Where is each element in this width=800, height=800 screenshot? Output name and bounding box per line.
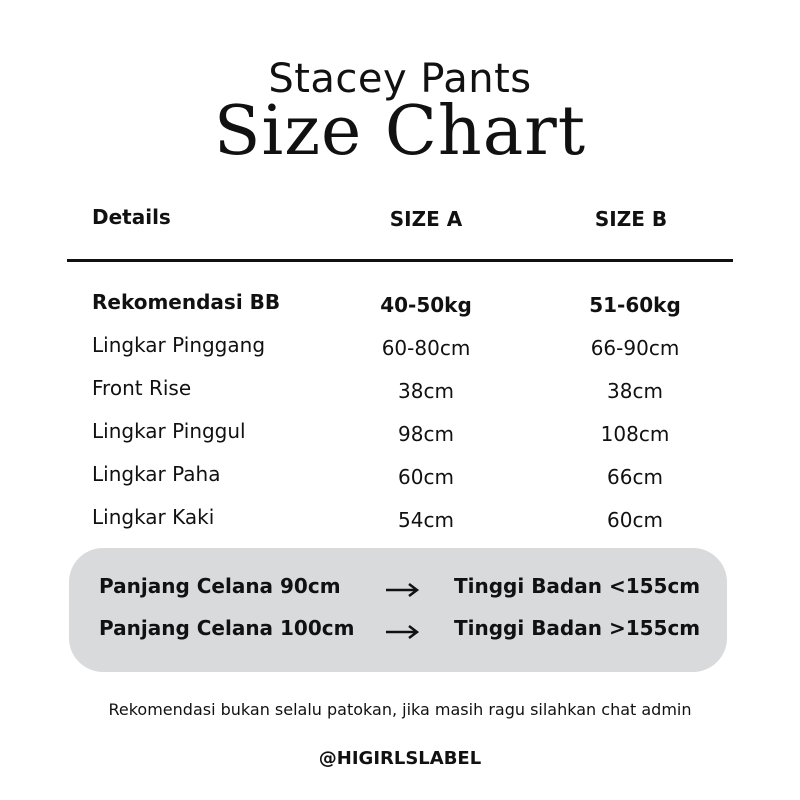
body-height-label: Tinggi Badan <155cm — [454, 574, 701, 598]
size-b-value: 51-60kg — [589, 293, 681, 317]
table-row — [0, 419, 800, 449]
footer-note: Rekomendasi bukan selalu patokan, jika masih ragu silahkan chat admin — [108, 700, 692, 719]
size-b-value: 66-90cm — [590, 336, 680, 360]
table-row — [0, 505, 800, 535]
table-row — [0, 462, 800, 492]
title-size-chart: Size Chart — [213, 92, 587, 171]
row-label: Lingkar Paha — [92, 462, 221, 486]
size-a-value: 60cm — [398, 465, 454, 489]
row-label: Lingkar Kaki — [92, 505, 215, 529]
size-a-value: 40-50kg — [380, 293, 472, 317]
row-label: Lingkar Pinggul — [92, 419, 246, 443]
pants-length-label: Panjang Celana 90cm — [99, 574, 341, 598]
size-b-value: 60cm — [607, 508, 663, 532]
header-divider — [67, 259, 733, 262]
size-b-value: 108cm — [600, 422, 670, 446]
table-row — [0, 333, 800, 363]
arrow-right-icon — [385, 582, 419, 598]
table-row — [0, 376, 800, 406]
size-a-value: 54cm — [398, 508, 454, 532]
row-label: Front Rise — [92, 376, 192, 400]
size-b-value: 66cm — [607, 465, 663, 489]
title-product-name: Stacey Pants — [268, 56, 532, 102]
size-b-value: 38cm — [607, 379, 663, 403]
length-guide-panel — [69, 548, 727, 672]
table-row — [0, 290, 800, 320]
column-header-size-a: SIZE A — [389, 207, 463, 231]
size-a-value: 98cm — [398, 422, 454, 446]
pants-length-label: Panjang Celana 100cm — [99, 616, 355, 640]
length-guide-row — [69, 616, 727, 646]
size-a-value: 60-80cm — [381, 336, 471, 360]
column-header-size-b: SIZE B — [594, 207, 668, 231]
arrow-right-icon — [385, 624, 419, 640]
row-label: Rekomendasi BB — [92, 290, 281, 314]
size-a-value: 38cm — [398, 379, 454, 403]
body-height-label: Tinggi Badan >155cm — [454, 616, 701, 640]
length-guide-row — [69, 574, 727, 604]
row-label: Lingkar Pinggang — [92, 333, 266, 357]
column-header-details: Details — [92, 205, 171, 229]
instagram-handle: @HIGIRLSLABEL — [318, 748, 482, 769]
